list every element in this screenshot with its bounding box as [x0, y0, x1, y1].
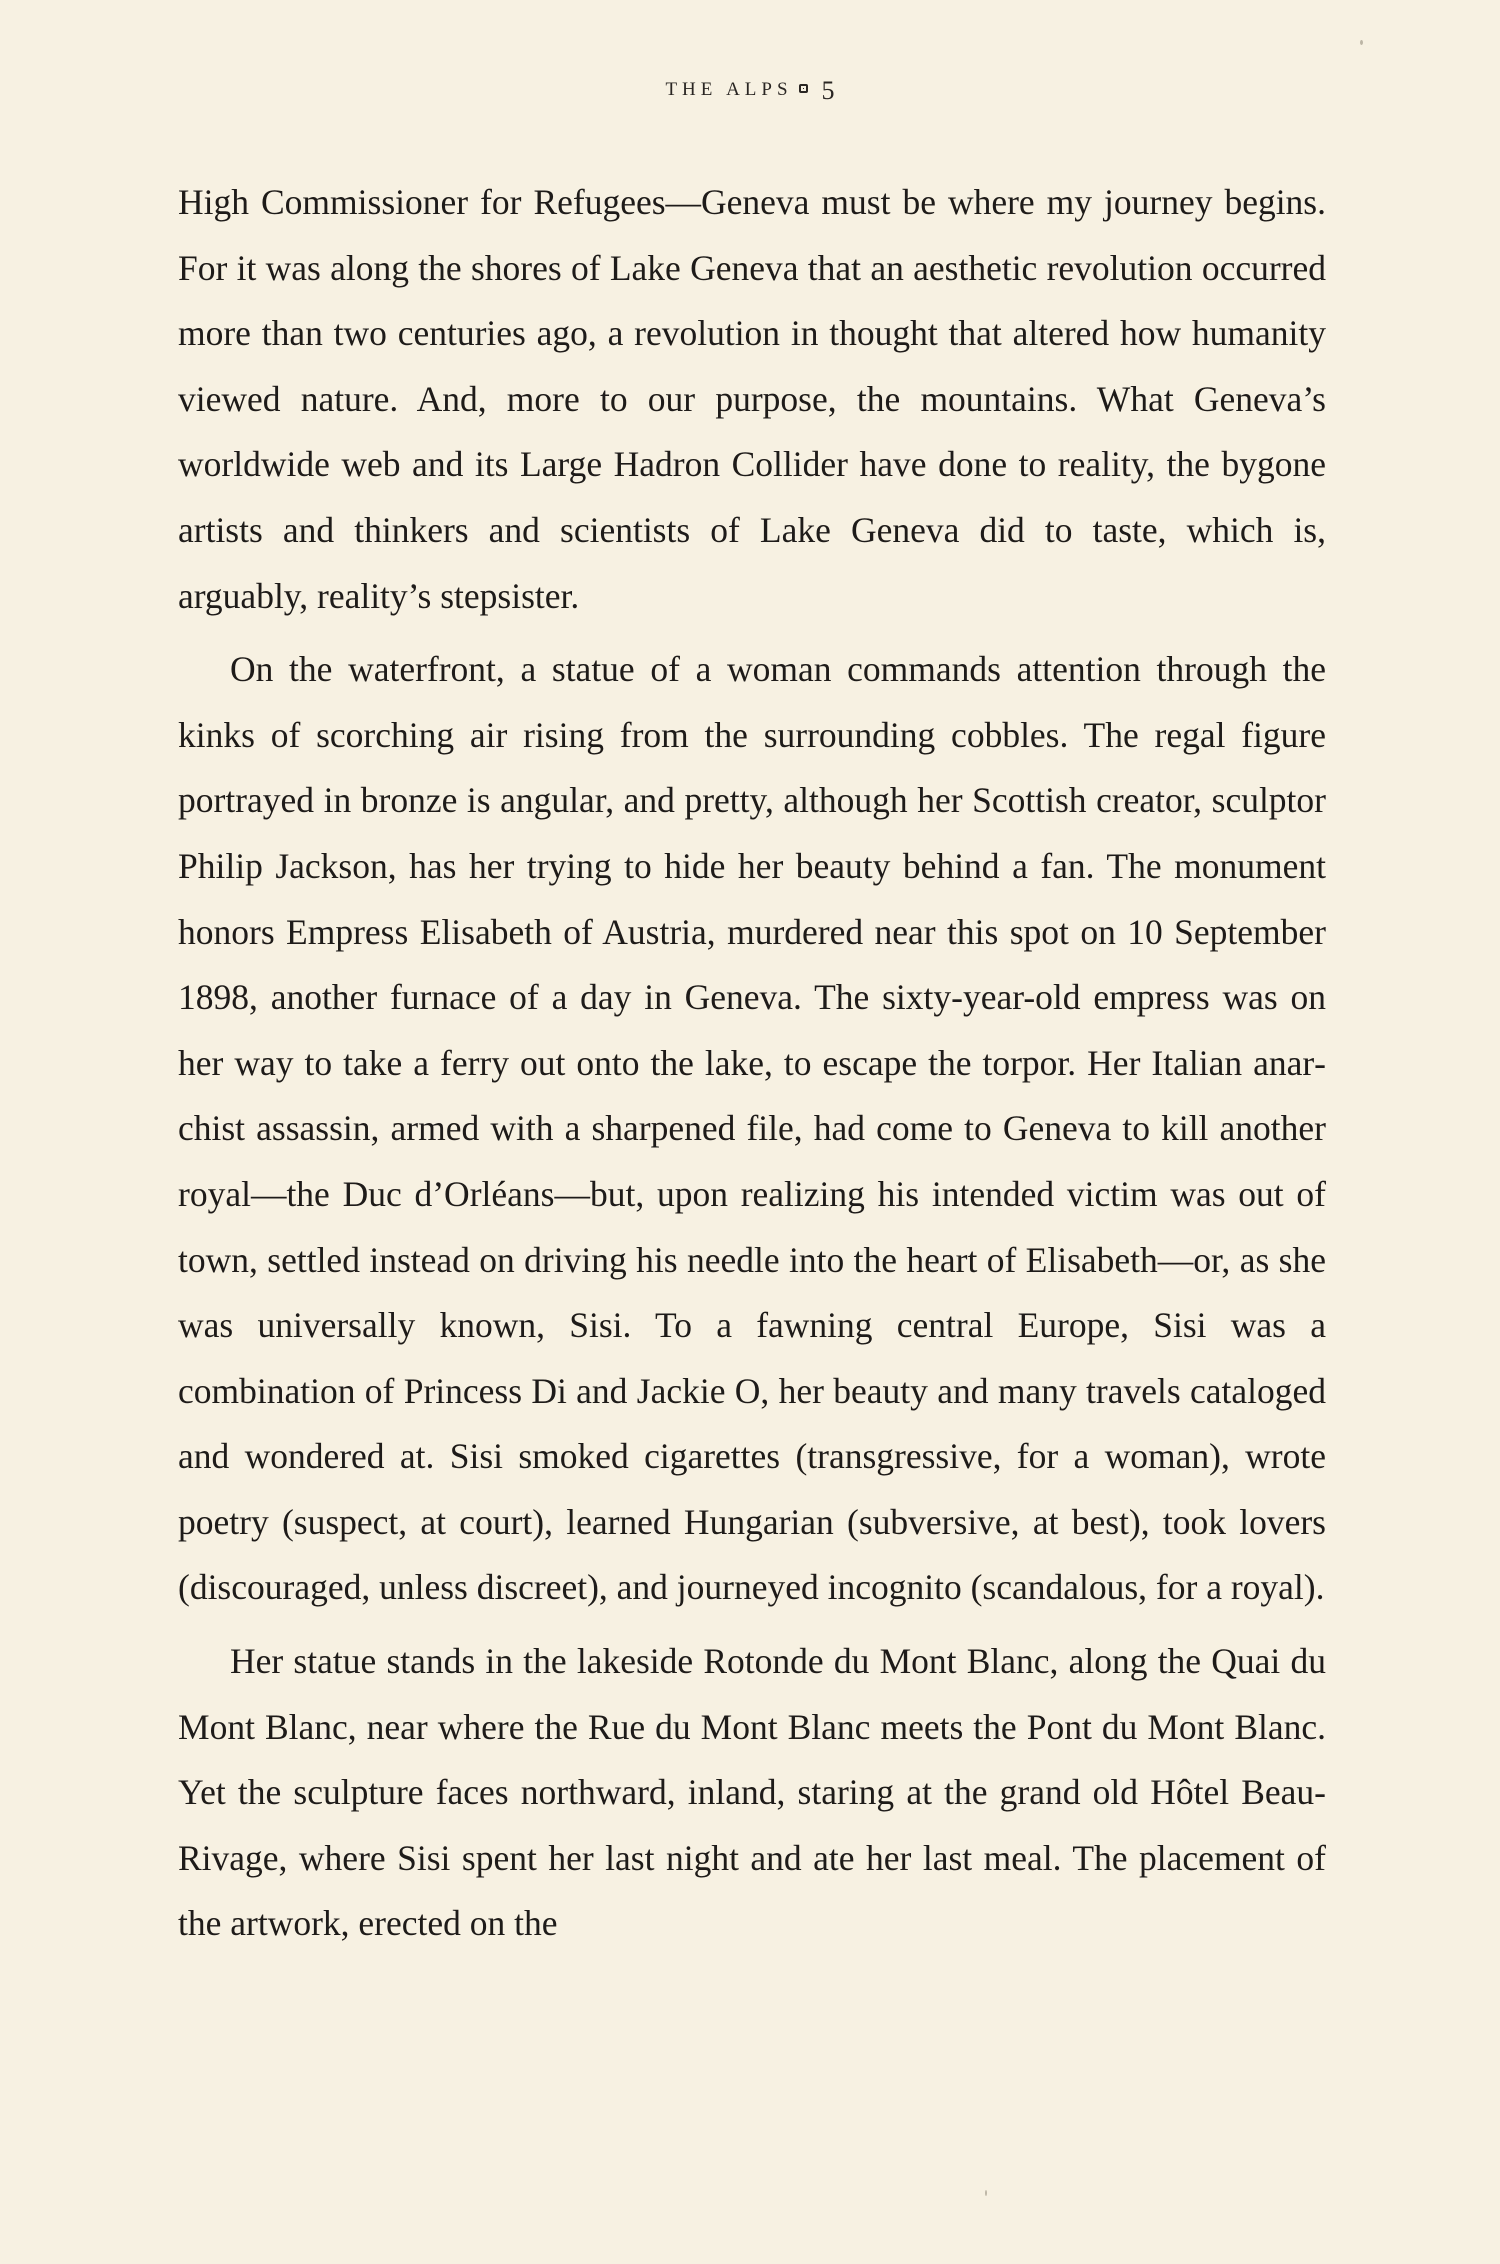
running-head-title: THE ALPS [665, 79, 793, 100]
paper-speck [1360, 40, 1363, 45]
ornament-separator-icon [799, 84, 808, 93]
page-number: 5 [821, 76, 835, 105]
paragraph-1: High Commissioner for Refugees—Geneva must be where my journey begins. For it was along the shores of Lake Geneva that an aesthetic revolution occurred more than two centuries ago, a revolution in thought that altered how humanity viewed nature. And, more to our purpose, the mountains. What Geneva’s worldwide web and its Large Hadron Collider have done to reality, the bygone artists and thinkers and scientists of Lake Geneva did to taste, which is, arguably, reality’s stepsister. [178, 182, 1326, 616]
body-text [178, 170, 1326, 1957]
running-head [0, 76, 1500, 106]
paragraph-2: On the waterfront, a statue of a woman commands attention through the kinks of scorching air rising from the surrounding cobbles. The regal figure portrayed in bronze is angular, and pretty, although her Scottish creator, sculptor Philip Jackson, has her trying to hide her beauty behind a fan. The monument honors Empress Elisabeth of Austria, murdered near this spot on 10 September 1898, another furnace of a day in Geneva. The sixty-year-old empress was on her way to take a ferry out onto the lake, to escape the torpor. Her Italian anarchist assassin, armed with a sharpened file, had come to Geneva to kill another royal—the Duc d’Orléans—but, upon realizing his intended victim was out of town, settled instead on driving his needle into the heart of Elisabeth—or, as she was universally known, Sisi. To a fawning central Europe, Sisi was a combination of Princess Di and Jackie O, her beauty and many travels cataloged and wondered at. Sisi smoked cigarettes (transgressive, for a woman), wrote poetry (suspect, at court), learned Hungarian (subversive, at best), took lovers (discouraged, unless discreet), and journeyed incognito (scandalous, for a royal). [178, 649, 1326, 1608]
paragraph-3: Her statue stands in the lakeside Rotonde du Mont Blanc, along the Quai du Mont Blanc, near where the Rue du Mont Blanc meets the Pont du Mont Blanc. Yet the sculpture faces northward, inland, staring at the grand old Hôtel Beau-Rivage, where Sisi spent her last night and ate her last meal. The placement of the artwork, erected on the [178, 1641, 1326, 1944]
paper-speck [985, 2190, 987, 2196]
